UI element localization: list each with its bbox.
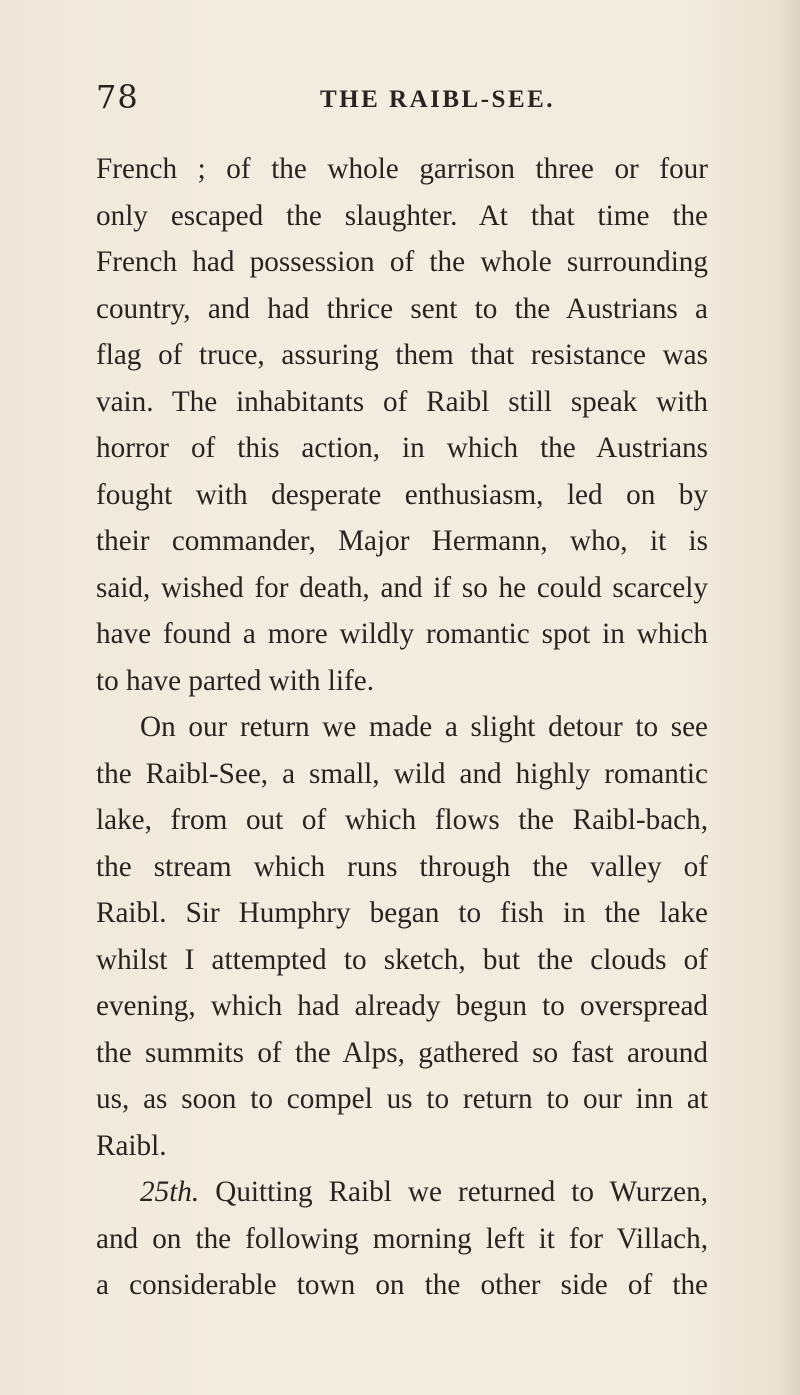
text-line: French ; of the whole garrison three or four [96, 153, 708, 185]
text-line-dated [96, 1169, 708, 1216]
text-line: evening, which had already begun to overspread [96, 990, 708, 1022]
text-line: to have parted with life. [96, 664, 374, 697]
text-line: and on the following morning left it for Villach, [96, 1222, 708, 1255]
text-line: flag of truce, assuring them that resistance was [96, 339, 708, 371]
page-header [96, 78, 716, 122]
text-line: horror of this action, in which the Austrians [96, 432, 708, 464]
text-line: On our return we made a slight detour to see [140, 711, 708, 743]
text-line: vain. The inhabitants of Raibl still speak with [96, 385, 708, 418]
text-line: said, wished for death, and if so he could scarcely [96, 571, 708, 604]
text-line: Raibl. Sir Humphry began to fish in the lake [96, 897, 708, 929]
date-label: 25th. [140, 1176, 200, 1208]
text-line: the Raibl-See, a small, wild and highly romantic [96, 757, 708, 790]
running-head: THE RAIBL-SEE. [320, 86, 556, 113]
text-line: the summits of the Alps, gathered so fast around [96, 1036, 708, 1069]
text-line: French had possession of the whole surrounding [96, 246, 708, 278]
page-number: 78 [96, 78, 139, 116]
text-line: country, and had thrice sent to the Austrians a [96, 292, 708, 325]
text-line: us, as soon to compel us to return to our inn at [96, 1083, 708, 1115]
body-text [96, 146, 708, 1309]
text-line: a considerable town on the other side of the [96, 1269, 708, 1301]
text-line: fought with desperate enthusiasm, led on by [96, 478, 708, 511]
text-line: their commander, Major Hermann, who, it is [96, 525, 708, 557]
text-line: Raibl. [96, 1129, 167, 1162]
text-line: have found a more wildly romantic spot in which [96, 618, 708, 650]
text-line: lake, from out of which flows the Raibl-bach, [96, 804, 708, 836]
page-edge-shadow [774, 0, 800, 1395]
text-line: the stream which runs through the valley of [96, 850, 708, 883]
date-line-text: Quitting Raibl we returned to Wurzen, [199, 1176, 708, 1208]
text-line: only escaped the slaughter. At that time the [96, 199, 708, 232]
text-line: whilst I attempted to sketch, but the clouds of [96, 943, 708, 976]
